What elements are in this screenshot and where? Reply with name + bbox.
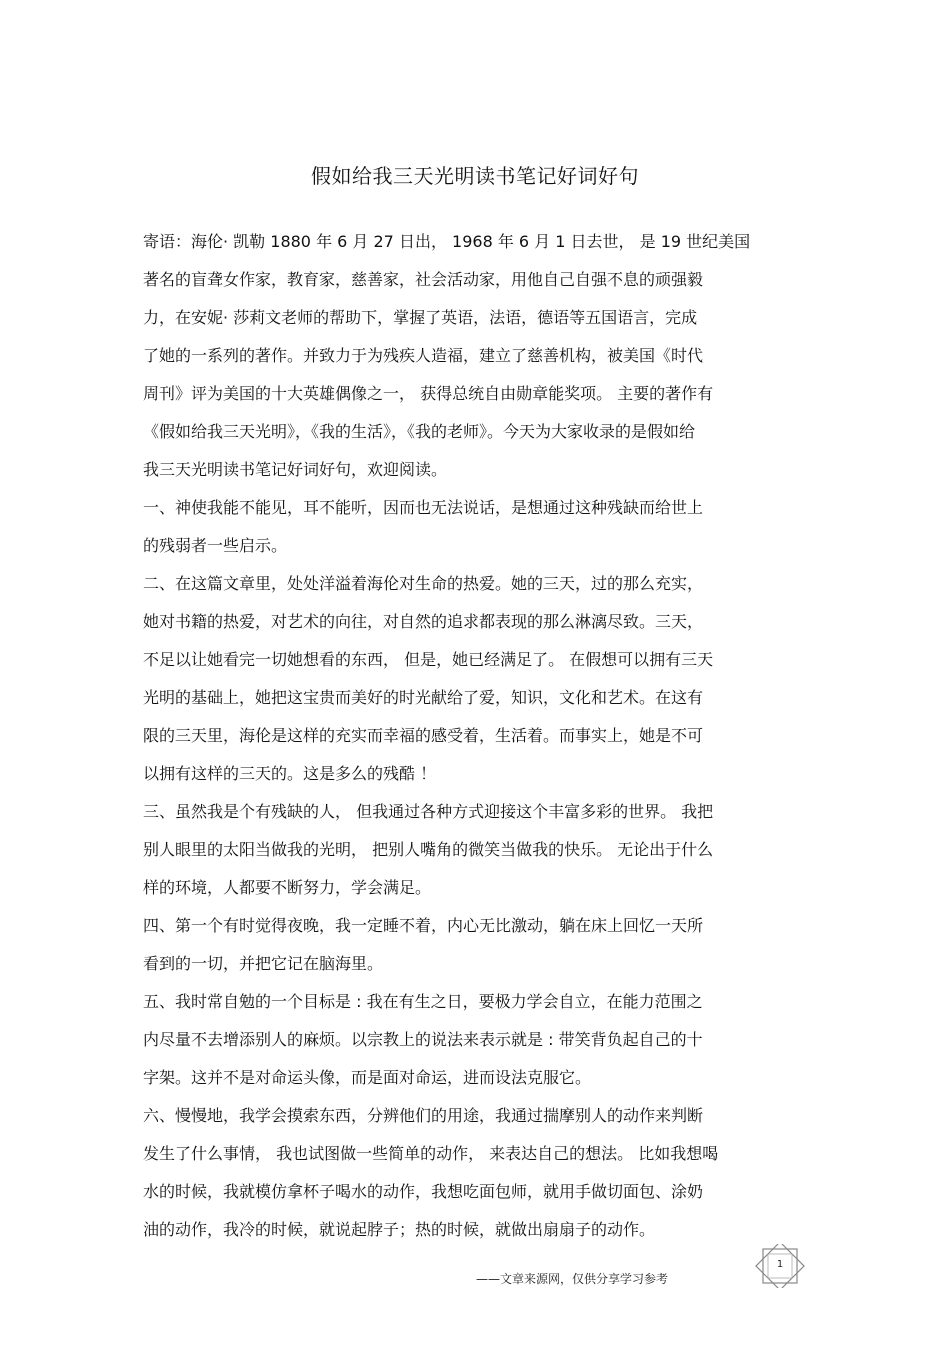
page-number: 1: [776, 1259, 784, 1270]
text-line: 五、我时常自勉的一个目标是 : 我在有生之日，要极力学会自立，在能力范围之: [143, 992, 703, 1011]
text-line: 她对书籍的热爱，对艺术的向往，对自然的追求都表现的那么淋漓尽致。三天，: [143, 612, 704, 631]
text-line: 看到的一切，并把它记在脑海里。: [143, 954, 384, 973]
text-line: 样的环境，人都要不断努力，学会满足。: [143, 878, 432, 897]
text-line: 三、虽然我是个有残缺的人， 但我通过各种方式迎接这个丰富多彩的世界。 我把: [143, 802, 714, 821]
text-line: 以拥有这样的三天的。这是多么的残酷 ！: [143, 764, 437, 783]
text-line: 二、在这篇文章里，处处洋溢着海伦对生命的热爱。她的三天，过的那么充实，: [143, 574, 704, 593]
article-body: [143, 232, 809, 1258]
text-line: 油的动作，我冷的时候，就说起脖子；热的时候，就做出扇扇子的动作。: [143, 1220, 656, 1239]
text-line: 我三天光明读书笔记好词好句，欢迎阅读。: [143, 460, 448, 479]
text-line: 寄语：海伦· 凯勒 1880 年 6 月 27 日出， 1968 年 6 月 1 日去世， 是 19 世纪美国: [143, 232, 751, 251]
text-line: 别人眼里的太阳当做我的光明， 把别人嘴角的微笑当做我的快乐。 无论出于什么: [143, 840, 714, 859]
text-line: 限的三天里，海伦是这样的充实而幸福的感受着，生活着。而事实上，她是不可: [143, 726, 704, 745]
text-line: 光明的基础上，她把这宝贵而美好的时光献给了爱，知识，文化和艺术。在这有: [143, 688, 704, 707]
text-line: 不足以让她看完一切她想看的东西， 但是，她已经满足了。 在假想可以拥有三天: [143, 650, 714, 669]
text-line: 著名的盲聋女作家，教育家，慈善家，社会活动家，用他自己自强不息的顽强毅: [143, 270, 704, 289]
text-line: 发生了什么事情， 我也试图做一些简单的动作， 来表达自己的想法。 比如我想喝: [143, 1144, 719, 1163]
text-line: 六、慢慢地，我学会摸索东西，分辨他们的用途，我通过揣摩别人的动作来判断: [143, 1106, 704, 1125]
text-line: 周刊》评为美国的十大英雄偶像之一， 获得总统自由勋章能奖项。 主要的著作有: [143, 384, 714, 403]
text-line: 字架。这并不是对命运头像，而是面对命运，进而设法克服它。: [143, 1068, 592, 1087]
footer-source-note: ——文章来源网，仅供分享学习参考: [476, 1272, 669, 1286]
text-line: 内尽量不去增添别人的麻烦。以宗教上的说法来表示就是 : 带笑背负起自己的十: [143, 1030, 703, 1049]
text-line: 的残弱者一些启示。: [143, 536, 288, 555]
text-line: 一、神使我能不能见，耳不能听，因而也无法说话，是想通过这种残缺而给世上: [143, 498, 704, 517]
text-line: 《假如给我三天光明》，《我的生活》，《我的老师》。今天为大家收录的是假如给: [143, 422, 696, 441]
text-line: 四、第一个有时觉得夜晚，我一定睡不着，内心无比激动，躺在床上回忆一天所: [143, 916, 704, 935]
text-line: 水的时候，我就模仿拿杯子喝水的动作，我想吃面包师，就用手做切面包、涂奶: [143, 1182, 704, 1201]
page-title: 假如给我三天光明读书笔记好词好句: [311, 164, 639, 188]
text-line: 了她的一系列的著作。并致力于为残疾人造福，建立了慈善机构，被美国《时代: [143, 346, 704, 365]
text-line: 力，在安妮· 莎莉文老师的帮助下，掌握了英语，法语，德语等五国语言，完成: [143, 308, 698, 327]
